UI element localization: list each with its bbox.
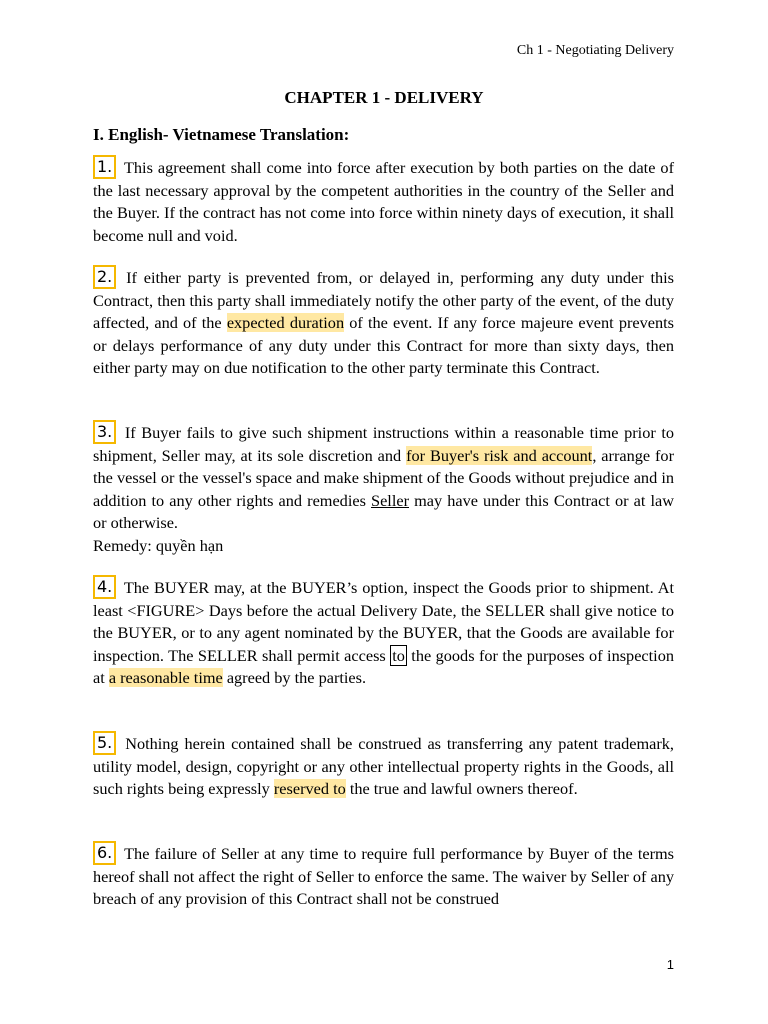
clause-3: [93, 420, 674, 558]
clause-number: 3.: [93, 420, 116, 444]
clause-number: 6.: [93, 841, 116, 865]
clause-text: This agreement shall come into force after execution by both parties on the date of the last necessary approval by the competent authorities in the country of the Seller and the Buyer. If the contract has not come into force within ninety days of execution, it shall become null and void.: [93, 158, 674, 245]
clause-text: If Buyer fails to give such shipment instructions within a reasonable time prior to shipment, Seller may, at its sole discretion and: [93, 423, 675, 465]
clause-4: [93, 575, 674, 690]
remedy-note: Remedy: quyền hạn: [93, 535, 224, 555]
highlighted-phrase: reserved to: [273, 779, 346, 799]
boxed-word: to: [392, 645, 405, 665]
highlighted-phrase: for Buyer's risk and account: [406, 445, 593, 465]
clause-text: the goods for the purposes of inspection at: [93, 645, 674, 688]
clause-number: 1.: [93, 155, 116, 179]
clause-number: 5.: [93, 731, 116, 755]
clause-text: The failure of Seller at any time to require full performance by Buyer of the terms hereof shall not affect the right of Seller to enforce the same. The waiver by Seller of any breach of any provision of this Contract shall not be construed: [93, 844, 674, 909]
highlighted-phrase: a reasonable time: [108, 668, 223, 688]
clause-text: may have under this Contract or at law or otherwise.: [93, 490, 674, 533]
clause-text: the true and lawful owners thereof.: [345, 779, 578, 799]
page-number: 1: [666, 957, 674, 972]
clause-5: [93, 731, 674, 801]
running-header: Ch 1 - Negotiating Delivery: [516, 43, 674, 58]
clause-6: [93, 841, 674, 911]
clause-2: [93, 265, 674, 380]
clause-text: agreed by the parties.: [222, 668, 367, 688]
underlined-word: Seller: [371, 490, 409, 510]
clause-text: The BUYER may, at the BUYER’s option, inspect the Goods prior to shipment. At least <FIGURE> Days before the actual Delivery Date, the SELLER shall give notice to the BUYER, or to any agent nominated by the BUYER, that the Goods are available for inspection. The SELLER shall permit access: [93, 578, 674, 665]
section-title: I. English- Vietnamese Translation:: [93, 125, 350, 144]
clause-text: of the event. If any force majeure event prevents or delays performance of any duty under this Contract for more than sixty days, then either party may on due notification to the other party terminate this Contract.: [93, 313, 674, 378]
clause-1: [93, 155, 674, 247]
clause-number: 4.: [93, 575, 116, 599]
clause-number: 2.: [93, 265, 116, 289]
clause-text: , arrange for the vessel or the vessel's space and make shipment of the Goods without prejudice and in addition to any other rights and remedies: [93, 445, 674, 510]
clause-text: If either party is prevented from, or delayed in, performing any duty under this Contract, then this party shall immediately notify the other party of the event, of the duty affected, and of the: [93, 268, 675, 333]
highlighted-phrase: expected duration: [226, 313, 345, 333]
clause-text: Nothing herein contained shall be construed as transferring any patent trademark, utility model, design, copyright or any other intellectual property rights in the Goods, all such rights being expressly: [93, 734, 674, 799]
chapter-title: CHAPTER 1 - DELIVERY: [284, 88, 484, 107]
